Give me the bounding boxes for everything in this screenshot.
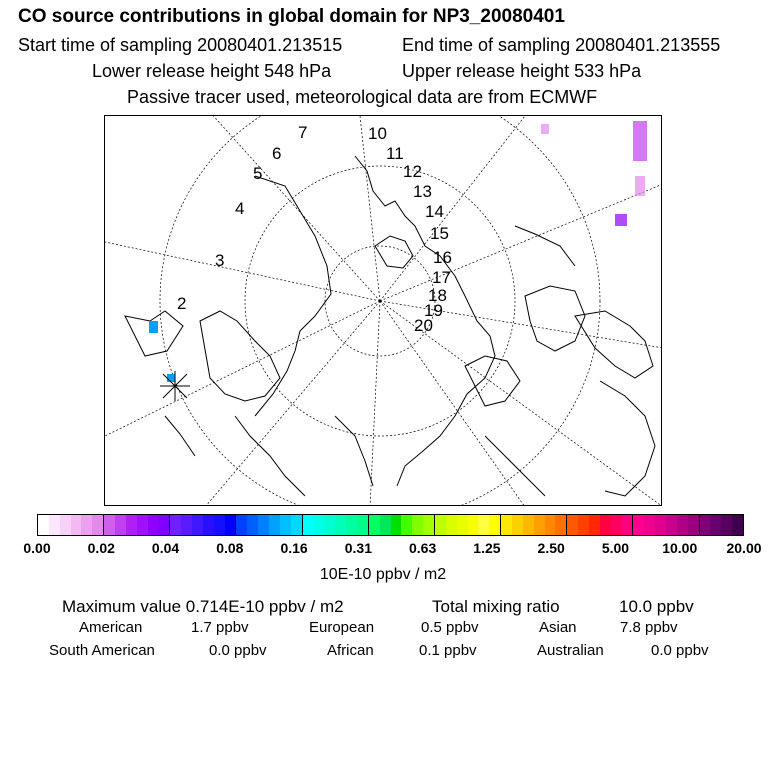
colorbar-tick-label: 0.00 xyxy=(23,540,51,556)
source-name: American xyxy=(79,619,143,636)
source-value: 0.0 ppbv xyxy=(209,642,267,659)
colorbar-swatch xyxy=(501,515,512,535)
colorbar-swatch xyxy=(126,515,137,535)
colorbar-swatch xyxy=(71,515,82,535)
colorbar-swatch xyxy=(611,515,622,535)
total-mixing-ratio-value: 10.0 ppbv xyxy=(619,597,694,616)
release-point-cross xyxy=(160,371,190,401)
source-value: 1.7 ppbv xyxy=(191,619,249,636)
total-mixing-ratio-label: Total mixing ratio xyxy=(432,597,560,616)
colorbar-swatch xyxy=(666,515,677,535)
colorbar-swatch xyxy=(92,515,104,535)
colorbar-swatch xyxy=(545,515,556,535)
colorbar-tick-label: 0.63 xyxy=(409,540,437,556)
colorbar-swatch xyxy=(335,515,346,535)
trajectory-time-label: 11 xyxy=(386,144,404,163)
colorbar-swatch xyxy=(38,515,49,535)
colorbar-swatch xyxy=(523,515,534,535)
graticule xyxy=(105,116,662,506)
maximum-value: Maximum value 0.714E-10 ppbv / m2 xyxy=(62,597,344,616)
colorbar-swatch xyxy=(170,515,181,535)
colorbar-swatch xyxy=(148,515,159,535)
colorbar-swatch xyxy=(622,515,634,535)
colorbar-swatch xyxy=(280,515,291,535)
plot-title: CO source contributions in global domain for NP3_20080401 xyxy=(18,6,565,27)
colorbar-swatch xyxy=(158,515,170,535)
colorbar-swatch xyxy=(49,515,60,535)
colorbar-swatch xyxy=(655,515,666,535)
colorbar-swatch xyxy=(357,515,369,535)
trajectory-time-label: 20 xyxy=(414,316,433,335)
colorbar-tick-label: 2.50 xyxy=(537,540,565,556)
colorbar-swatch xyxy=(710,515,721,535)
colorbar-swatch xyxy=(181,515,192,535)
trajectory-time-label: 4 xyxy=(235,199,245,218)
source-value: 0.0 ppbv xyxy=(651,642,709,659)
colorbar-swatch xyxy=(137,515,148,535)
colorbar-swatch xyxy=(236,515,247,535)
colorbar-swatch xyxy=(534,515,545,535)
colorbar-swatch xyxy=(633,515,644,535)
colorbar-swatch xyxy=(435,515,446,535)
colorbar-swatch xyxy=(115,515,126,535)
colorbar-swatch xyxy=(203,515,214,535)
colorbar-tick-label: 0.04 xyxy=(151,540,180,556)
trajectory-time-label: 6 xyxy=(272,144,282,163)
colorbar-swatch xyxy=(512,515,523,535)
trajectory-time-label: 14 xyxy=(425,202,444,221)
colorbar-tick-label: 10.00 xyxy=(662,540,698,556)
colorbar-swatch xyxy=(104,515,115,535)
trajectory-time-label: 2 xyxy=(177,294,187,313)
colorbar-swatch xyxy=(567,515,578,535)
colorbar xyxy=(37,514,744,536)
colorbar-swatch xyxy=(258,515,269,535)
colorbar-tick-label: 0.16 xyxy=(280,540,308,556)
trajectory-time-label: 12 xyxy=(403,162,422,181)
colorbar-swatch xyxy=(700,515,711,535)
trajectory-time-label: 10 xyxy=(368,124,387,143)
colorbar-swatch xyxy=(412,515,423,535)
source-value: 0.5 ppbv xyxy=(421,619,479,636)
colorbar-swatch xyxy=(578,515,589,535)
colorbar-units: 10E-10 ppbv / m2 xyxy=(319,566,447,583)
colorbar-tick-label: 0.31 xyxy=(344,540,372,556)
colorbar-swatch xyxy=(313,515,324,535)
colorbar-swatch xyxy=(369,515,380,535)
colorbar-swatch xyxy=(225,515,237,535)
colorbar-tick-label: 1.25 xyxy=(473,540,501,556)
colorbar-swatch xyxy=(677,515,688,535)
trajectory-time-label: 7 xyxy=(298,123,308,142)
colorbar-tick-label: 0.08 xyxy=(216,540,244,556)
trajectory-time-label: 16 xyxy=(433,248,452,267)
source-value: 7.8 ppbv xyxy=(620,619,678,636)
colorbar-swatch xyxy=(303,515,314,535)
colorbar-swatch xyxy=(346,515,357,535)
colorbar-swatch xyxy=(446,515,457,535)
colorbar-swatch xyxy=(401,515,412,535)
colorbar-swatch xyxy=(324,515,335,535)
colorbar-swatch xyxy=(60,515,71,535)
source-name: European xyxy=(309,619,375,636)
lower-release-height: Lower release height 548 hPa xyxy=(92,61,332,81)
colorbar-swatch xyxy=(214,515,225,535)
colorbar-swatch xyxy=(291,515,303,535)
tracer-note: Passive tracer used, meteorological data are from ECMWF xyxy=(127,87,598,107)
colorbar-swatch xyxy=(423,515,435,535)
source-value: 0.1 ppbv xyxy=(419,642,477,659)
source-name: Australian xyxy=(537,642,604,659)
source-name: South American xyxy=(49,642,155,659)
source-name: Asian xyxy=(539,619,577,636)
colorbar-swatch xyxy=(589,515,600,535)
upper-release-height: Upper release height 533 hPa xyxy=(402,61,642,81)
trajectory-time-label: 15 xyxy=(430,224,449,243)
colorbar-tick-label: 0.02 xyxy=(87,540,115,556)
colorbar-swatch xyxy=(468,515,479,535)
trajectory-time-label: 19 xyxy=(424,301,443,320)
coastlines xyxy=(125,156,655,496)
colorbar-swatch xyxy=(555,515,567,535)
source-name: African xyxy=(327,642,374,659)
colorbar-swatch xyxy=(192,515,203,535)
colorbar-swatch xyxy=(478,515,489,535)
trajectory-time-label: 18 xyxy=(428,286,447,305)
colorbar-swatch xyxy=(688,515,700,535)
trajectory-time-label: 13 xyxy=(413,182,432,201)
colorbar-swatch xyxy=(391,515,402,535)
colorbar-tick-label: 20.00 xyxy=(726,540,762,556)
colorbar-swatch xyxy=(600,515,611,535)
colorbar-swatch xyxy=(269,515,280,535)
colorbar-swatch xyxy=(247,515,258,535)
colorbar-swatch xyxy=(721,515,732,535)
polar-map xyxy=(104,115,662,506)
end-time: End time of sampling 20080401.213555 xyxy=(402,35,721,55)
colorbar-swatch xyxy=(380,515,391,535)
colorbar-swatch xyxy=(732,515,743,535)
colorbar-swatch xyxy=(81,515,92,535)
trajectory-time-label: 5 xyxy=(253,164,263,183)
start-time: Start time of sampling 20080401.213515 xyxy=(18,35,343,55)
colorbar-swatch xyxy=(489,515,501,535)
trajectory-time-label: 17 xyxy=(432,268,451,287)
colorbar-tick-label: 5.00 xyxy=(601,540,630,556)
colorbar-swatch xyxy=(644,515,655,535)
trajectory-time-label: 3 xyxy=(215,251,225,270)
colorbar-swatch xyxy=(457,515,468,535)
